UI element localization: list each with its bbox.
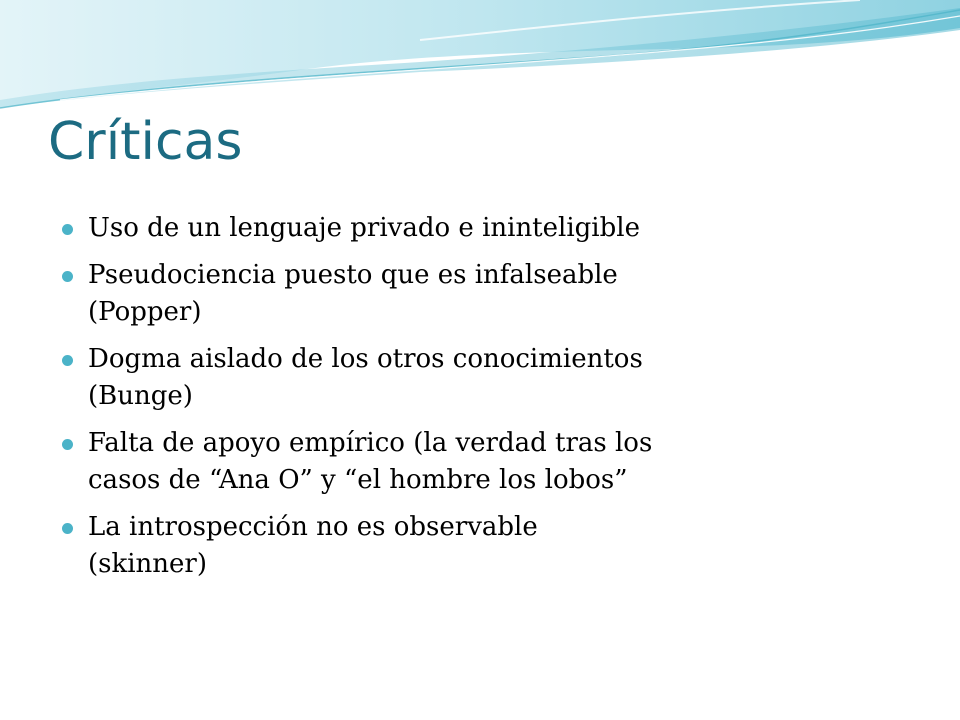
bullet-text-continuation: (skinner) xyxy=(88,549,208,579)
bullet-list xyxy=(62,210,762,593)
bullet-text-continuation: casos de “Ana O” y “el hombre los lobos” xyxy=(88,465,628,495)
bullet-item xyxy=(62,425,762,499)
bullet-text-continuation: (Popper) xyxy=(88,297,202,327)
bullet-dot-icon xyxy=(62,271,73,282)
bullet-item xyxy=(62,257,762,331)
bullet-text: La introspección no es observable xyxy=(88,512,538,542)
bullet-item xyxy=(62,509,762,583)
bullet-item xyxy=(62,210,762,247)
slide-title: Críticas xyxy=(48,112,243,172)
bullet-dot-icon xyxy=(62,439,73,450)
bullet-dot-icon xyxy=(62,224,73,235)
header-wave-decoration xyxy=(0,0,960,130)
bullet-item xyxy=(62,341,762,415)
bullet-text: Dogma aislado de los otros conocimientos xyxy=(88,344,643,374)
bullet-text: Pseudociencia puesto que es infalseable xyxy=(88,260,618,290)
bullet-dot-icon xyxy=(62,355,73,366)
bullet-dot-icon xyxy=(62,523,73,534)
bullet-text: Uso de un lenguaje privado e ininteligible xyxy=(88,213,640,243)
bullet-text-continuation: (Bunge) xyxy=(88,381,193,411)
bullet-text: Falta de apoyo empírico (la verdad tras los xyxy=(88,428,653,458)
